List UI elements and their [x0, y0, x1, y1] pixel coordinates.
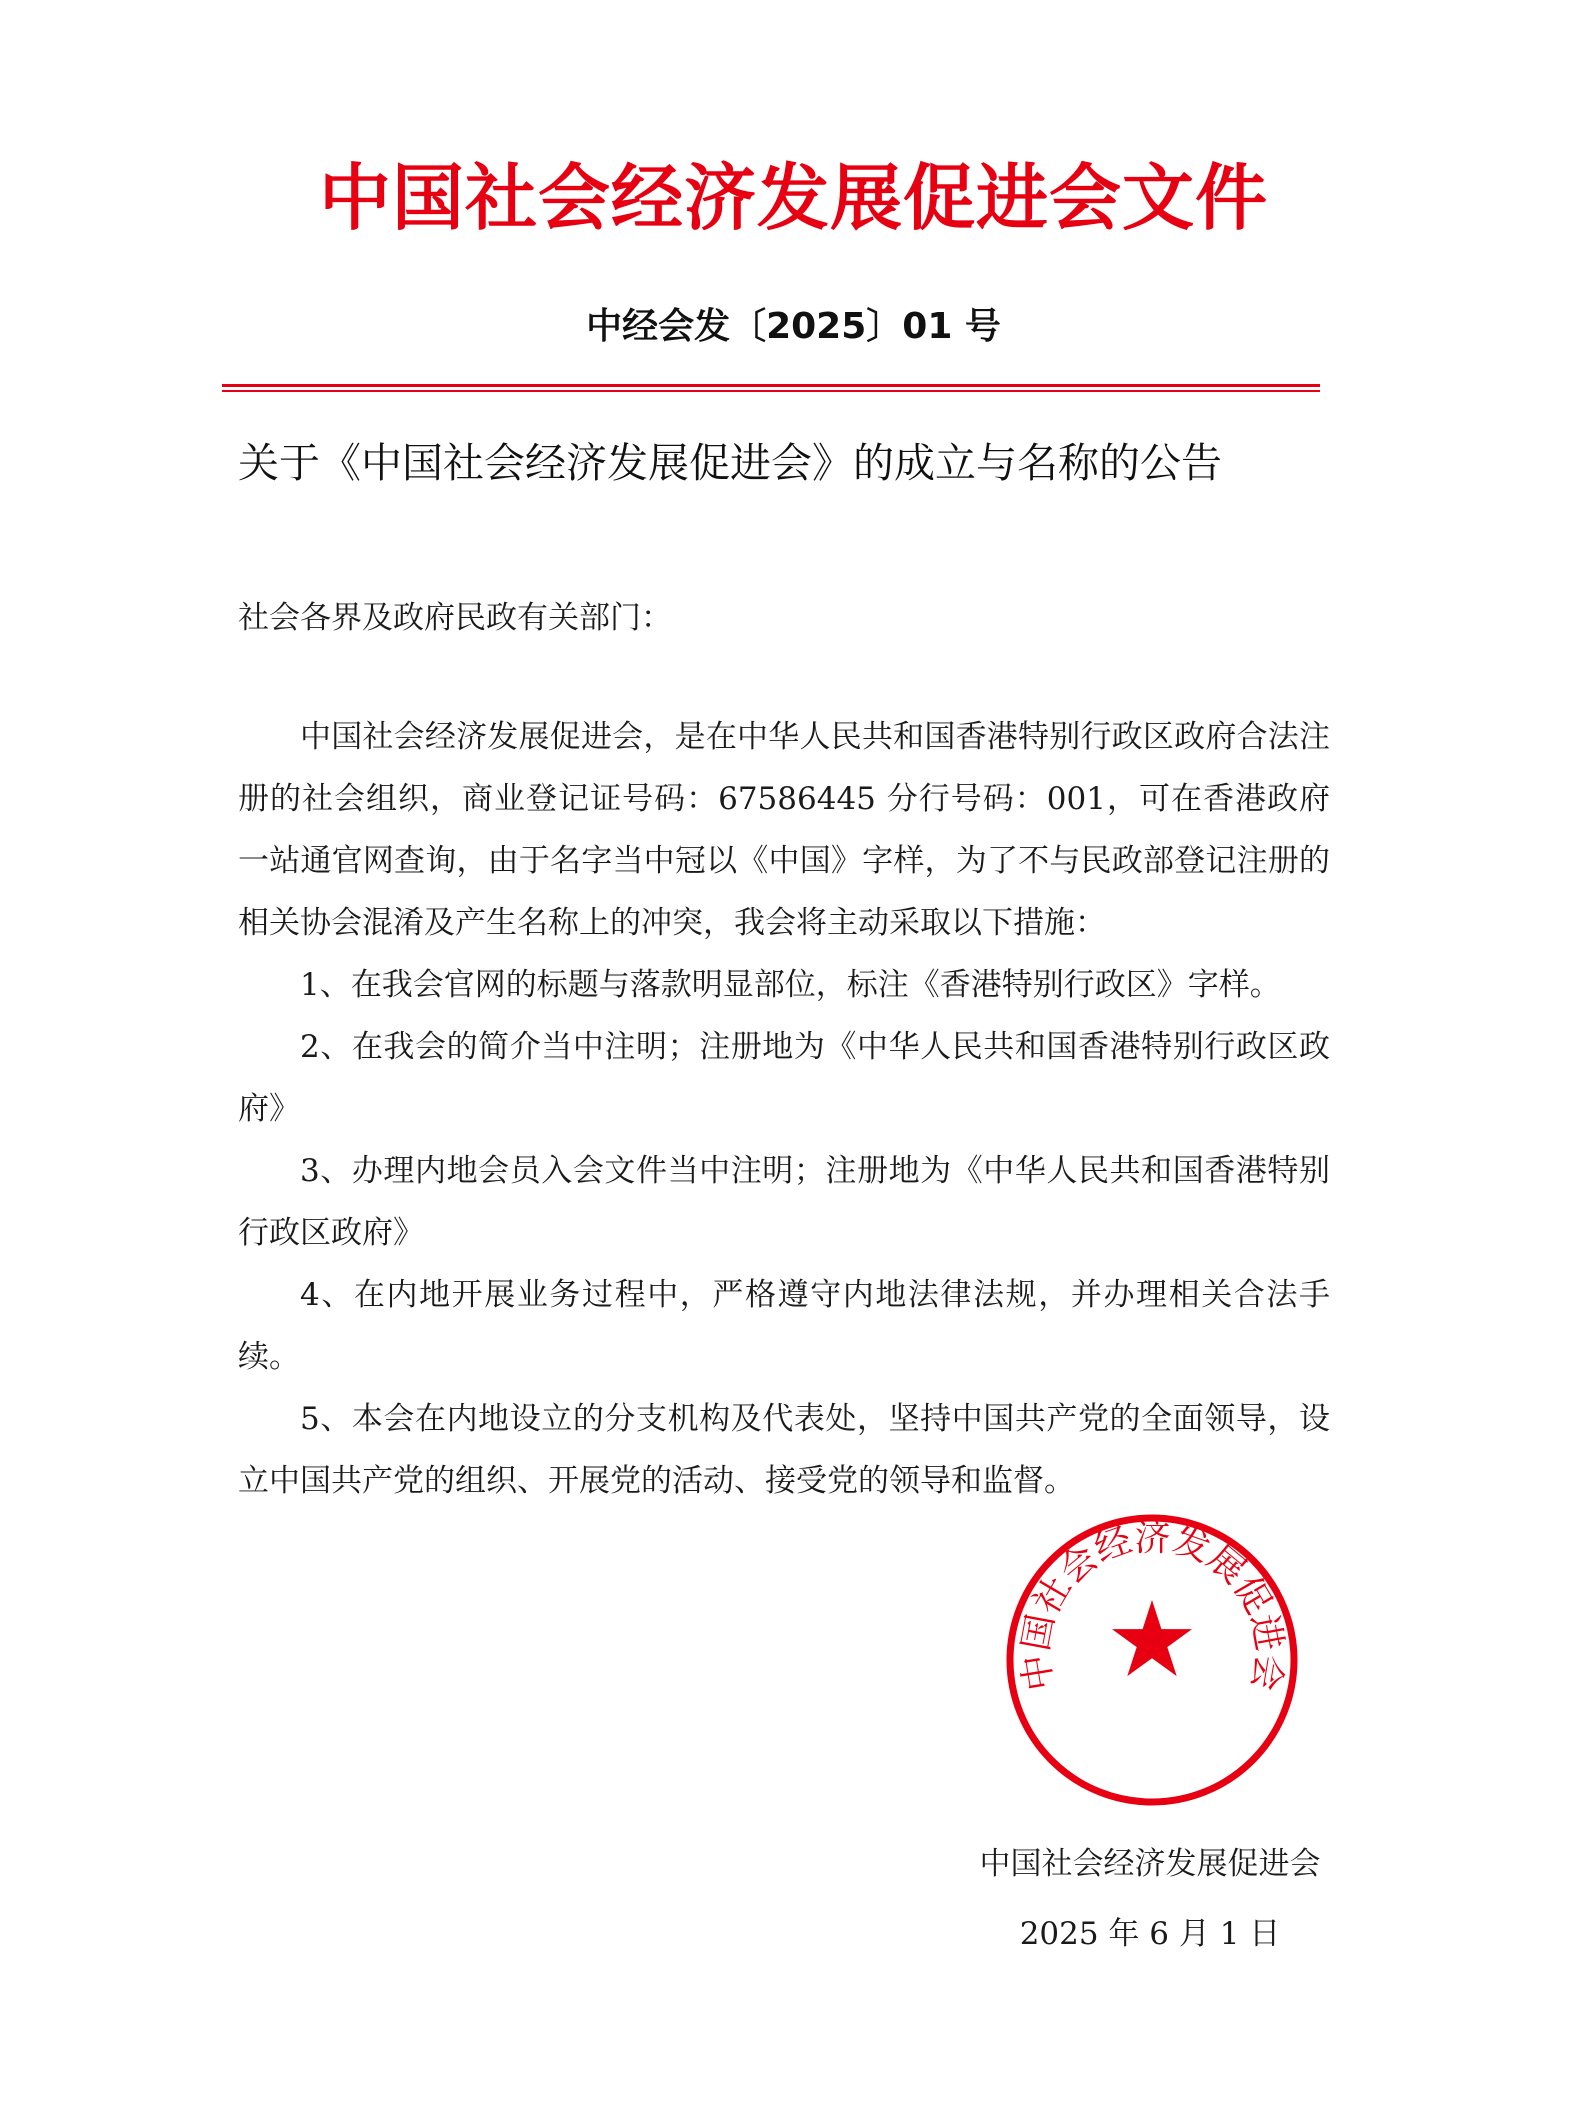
- body-paragraph-measure-1: 1、在我会官网的标题与落款明显部位，标注《香港特别行政区》字样。: [300, 967, 1281, 1003]
- official-seal: [1000, 1505, 1305, 1815]
- body-paragraph-measure-4: 4、在内地开展业务过程中，严格遵守内地法律法规，并办理相关合法手续。: [238, 1277, 1330, 1375]
- notice-body: [238, 706, 1330, 1512]
- signature-date: 2025 年 6 月 1 日: [1019, 1916, 1281, 1952]
- salutation: 社会各界及政府民政有关部门：: [238, 600, 672, 636]
- notice-title: 关于《中国社会经济发展促进会》的成立与名称的公告: [238, 439, 1222, 487]
- seal-text: 中国社会经济发展促进会: [1015, 1517, 1290, 1694]
- document-number: 中经会发〔2025〕01 号: [586, 306, 1001, 347]
- signature-organization: 中国社会经济发展促进会: [979, 1846, 1321, 1882]
- body-paragraph-measure-2: 2、在我会的简介当中注明；注册地为《中华人民共和国香港特别行政区政府》: [238, 1029, 1330, 1127]
- document-header-title: 中国社会经济发展促进会文件: [318, 156, 1268, 240]
- seal-star-icon: [1112, 1600, 1192, 1676]
- body-paragraph-intro: 中国社会经济发展促进会，是在中华人民共和国香港特别行政区政府合法注册的社会组织，商业登记证号码：67586445 分行号码：001，可在香港政府一站通官网查询，由于名字当中冠以《中国》字样，为了不与民政部登记注册的相关协会混淆及产生名称上的冲突，我会将主动采取以下措施：: [238, 719, 1330, 941]
- body-paragraph-measure-3: 3、办理内地会员入会文件当中注明；注册地为《中华人民共和国香港特别行政区政府》: [238, 1153, 1330, 1251]
- body-paragraph-measure-5: 5、本会在内地设立的分支机构及代表处，坚持中国共产党的全面领导，设立中国共产党的组织、开展党的活动、接受党的领导和监督。: [238, 1401, 1330, 1499]
- header-divider-bottom: [222, 390, 1320, 392]
- header-divider-top: [222, 384, 1320, 387]
